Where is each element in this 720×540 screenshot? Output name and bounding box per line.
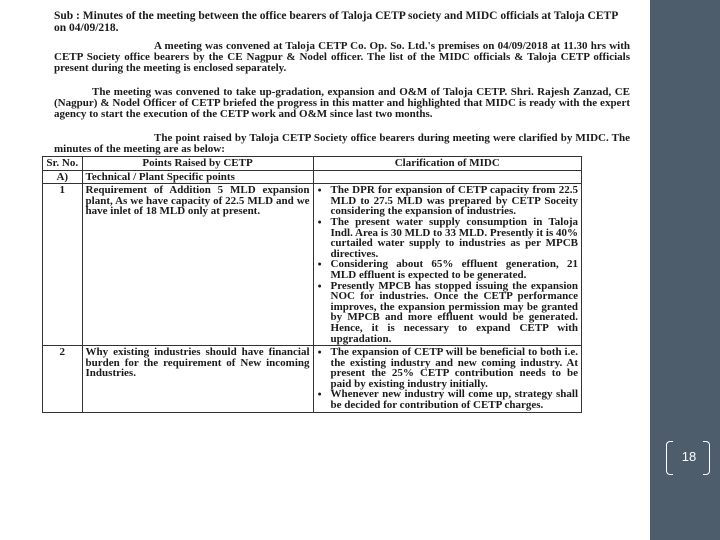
paragraph-2 [54, 87, 630, 121]
section-empty-cell [313, 170, 581, 184]
header-sr-no: Sr. No. [43, 157, 83, 171]
row-clarification [313, 184, 581, 346]
section-label: A) [43, 170, 83, 184]
clarification-bullet: ● Presently MPCB has stopped issuing the expansion NOC for industries. Once the CETP performance improves, the expansion permission may be granted by MPCB and more effluent would be generated. Hence, it is necessary to expand CETP with upgradation. [331, 281, 578, 345]
row-point: Requirement of Addition 5 MLD expansion plant, As we have capacity of 22.5 MLD and we have inlet of 18 MLD only at present. [82, 184, 313, 346]
row-sr: 2 [43, 346, 83, 413]
row-point: Why existing industries should have financial burden for the requirement of New incoming Industries. [82, 346, 313, 413]
clarification-bullet: ● Whenever new industry will come up, strategy shall be decided for contribution of CETP charges. [331, 389, 578, 410]
table-row [43, 346, 582, 413]
subject-line [54, 10, 624, 34]
paragraph-1 [54, 41, 630, 75]
scanned-document [40, 8, 638, 540]
paragraph-2-text: The meeting was convened to take up-gradation, expansion and O&M of Taloja CETP. Shri. Rajesh Zanzad, CE (Nagpur) & Nodel Officer of CETP briefed the progress in this matter and highlighted that MIDC is ready with the expert agency to start the execution of the CETP work and O&M since last two months. [54, 86, 630, 121]
header-points: Points Raised by CETP [82, 157, 313, 171]
clarification-bullet: ● The expansion of CETP will be beneficial to both i.e. the existing industry and new coming industry. At present the 25% CETP contribution needs to be paid by existing industry initially. [331, 347, 578, 389]
paragraph-3-text: The point raised by Taloja CETP Society office bearers during meeting were clarified by MIDC. The minutes of the meeting are as below: [54, 132, 630, 156]
minutes-table [42, 156, 582, 413]
row-sr: 1 [43, 184, 83, 346]
clarification-bullet: ● The present water supply consumption in Taloja Indl. Area is 30 MLD to 33 MLD. Presently it is 40% curtailed water supply to industries as per MPCB directives. [331, 217, 578, 259]
clarification-bullet: ● The DPR for expansion of CETP capacity from 22.5 MLD to 27.5 MLD was prepared by CETP Soceity considering the expansion of industries. [331, 185, 578, 217]
paragraph-3 [54, 133, 630, 155]
clarification-bullet: ● Considering about 65% effluent generation, 21 MLD effluent is expected to be generated. [331, 259, 578, 280]
header-clarification: Clarification of MIDC [313, 157, 581, 171]
subject-label: Sub : [54, 10, 80, 22]
row-clarification [313, 346, 581, 413]
section-title: Technical / Plant Specific points [82, 170, 313, 184]
section-row [43, 170, 582, 184]
page-number: 18 [681, 449, 697, 464]
table-header-row [43, 157, 582, 171]
table-row [43, 184, 582, 346]
subject-text: Minutes of the meeting between the office bearers of Taloja CETP society and MIDC officials at Taloja CETP on 04/09/218. [54, 10, 618, 34]
paragraph-1-text: A meeting was convened at Taloja CETP Co. Op. So. Ltd.'s premises on 04/09/2018 at 11.30 hrs with CETP Society office bearers by the CE Nagpur & Nodel officer. The list of the MIDC officials & Taloja CETP officials present during the meeting is enclosed separately. [54, 40, 630, 75]
